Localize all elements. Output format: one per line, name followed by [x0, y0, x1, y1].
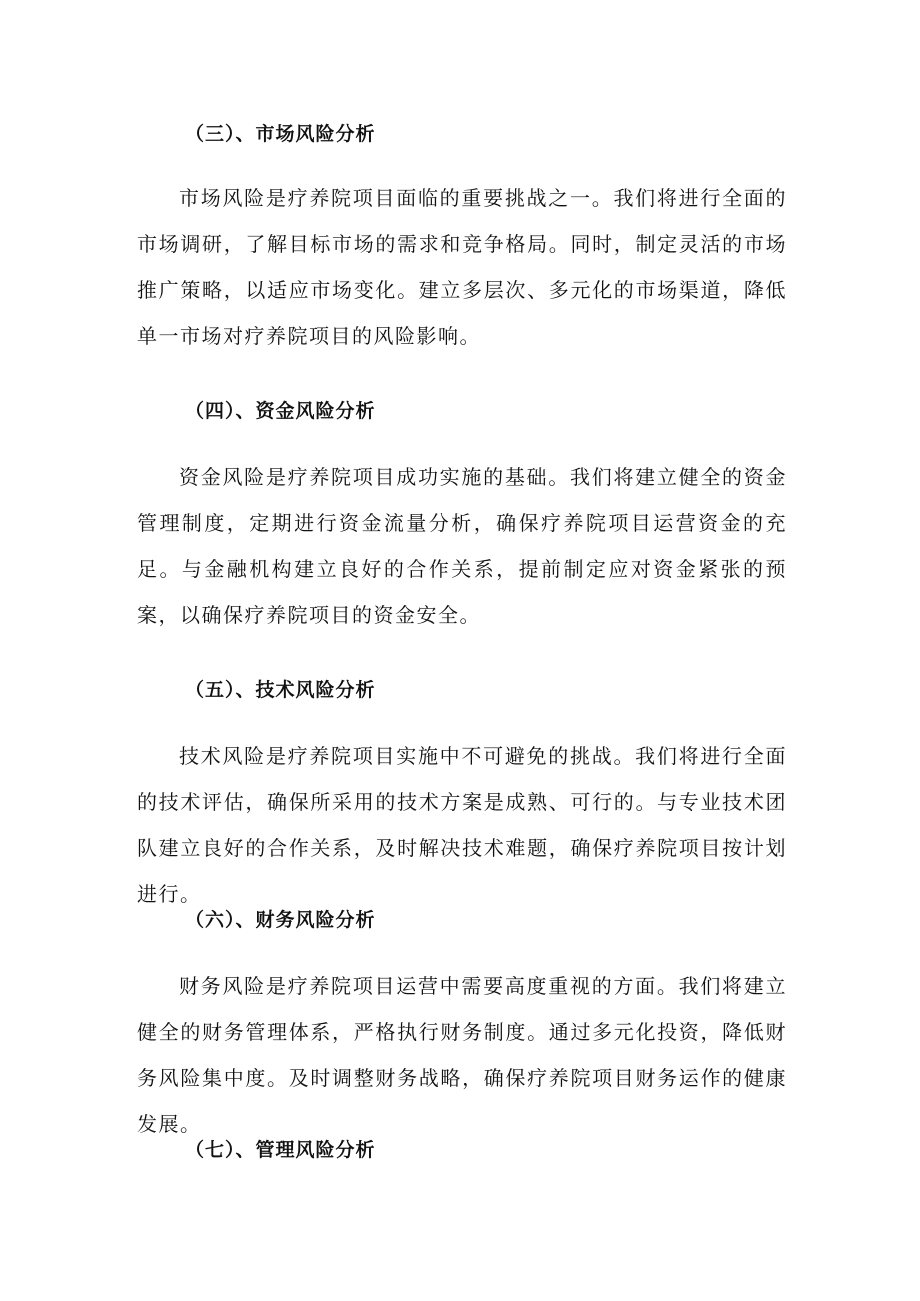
- section-heading-5: （五）、技术风险分析: [185, 679, 376, 701]
- section-body-3: 市场风险是疗养院项目面临的重要挑战之一。我们将进行全面的市场调研，了解目标市场的需求和竞争格局。同时，制定灵活的市场推广策略，以适应市场变化。建立多层次、多元化的市场渠道，降低单一市场对疗养院项目的风险影响。: [137, 186, 787, 348]
- section-body-5: 技术风险是疗养院项目实施中不可避免的挑战。我们将进行全面的技术评估，确保所采用的技术方案是成熟、可行的。与专业技术团队建立良好的合作关系，及时解决技术难题，确保疗养院项目按计划进行。: [137, 744, 787, 906]
- section-heading-7: （七）、管理风险分析: [185, 1139, 376, 1161]
- section-heading-6: （六）、财务风险分析: [185, 909, 376, 931]
- section-body-6: 财务风险是疗养院项目运营中需要高度重视的方面。我们将建立健全的财务管理体系，严格执行财务制度。通过多元化投资，降低财务风险集中度。及时调整财务战略，确保疗养院项目财务运作的健康发展。: [137, 974, 787, 1136]
- section-heading-3: （三）、市场风险分析: [185, 123, 376, 145]
- section-heading-4: （四）、资金风险分析: [185, 400, 376, 422]
- section-body-4: 资金风险是疗养院项目成功实施的基础。我们将建立健全的资金管理制度，定期进行资金流量分析，确保疗养院项目运营资金的充足。与金融机构建立良好的合作关系，提前制定应对资金紧张的预案，以确保疗养院项目的资金安全。: [137, 465, 787, 627]
